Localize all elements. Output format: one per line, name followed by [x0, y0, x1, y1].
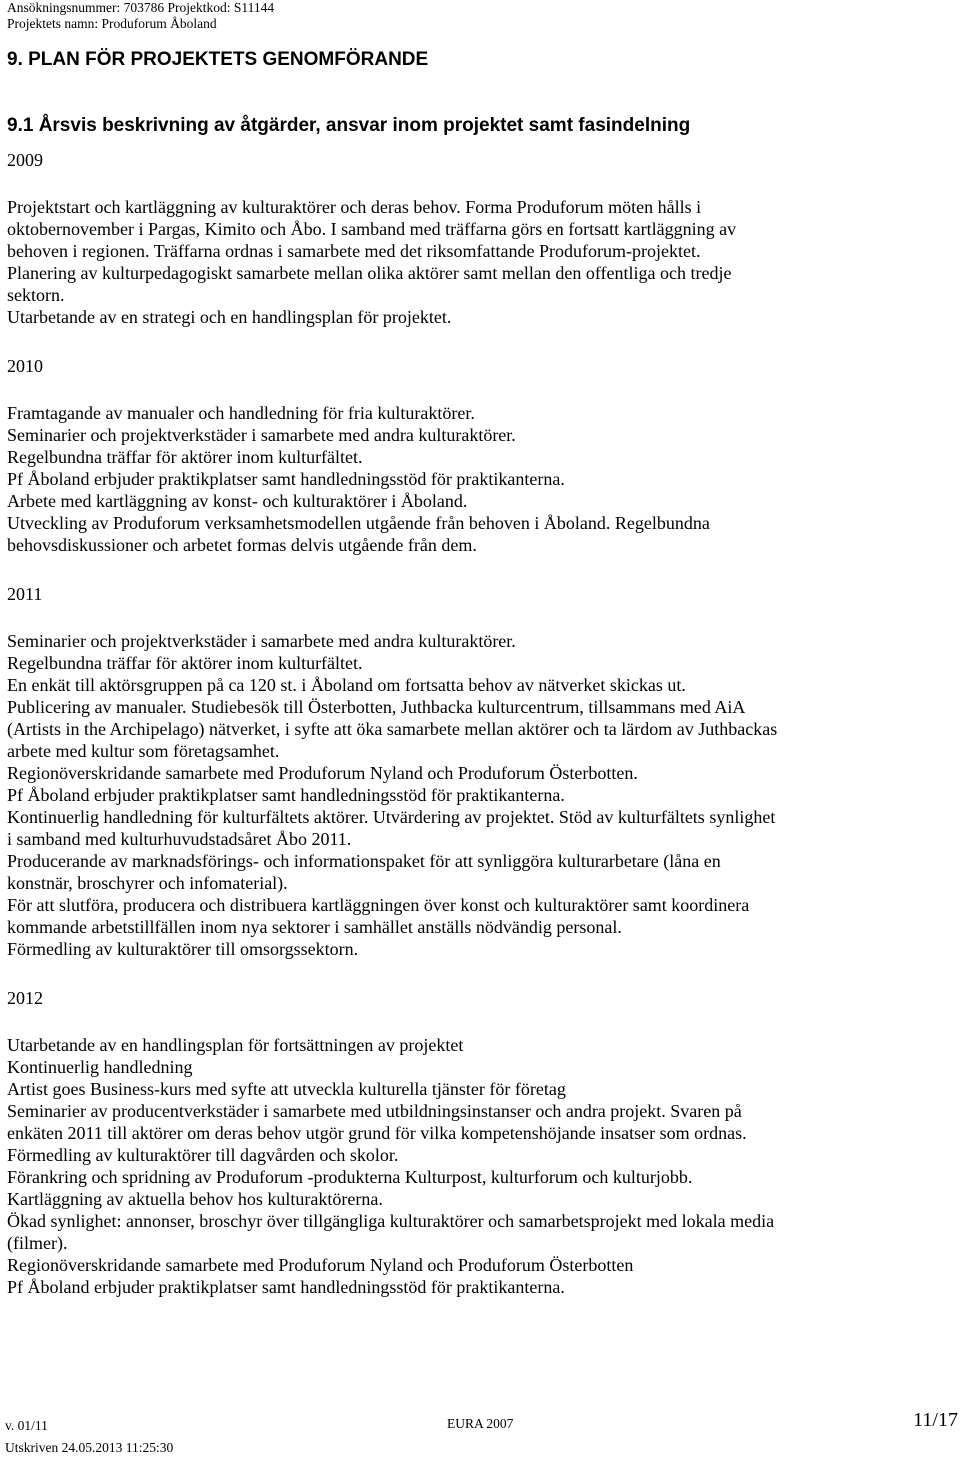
- paragraph-line: (filmer).: [7, 1233, 68, 1253]
- paragraph-line: Projektstart och kartläggning av kulturaktörer och deras behov. Forma Produforum möten hålls i: [7, 197, 702, 217]
- year-section-2009: [7, 149, 953, 328]
- paragraph-line: Förmedling av kulturaktörer till dagvården och skolor.: [7, 1145, 399, 1165]
- paragraph-line: Regelbundna träffar för aktörer inom kulturfältet.: [7, 653, 363, 673]
- paragraph-line: Seminarier av producentverkstäder i samarbete med utbildningsinstanser och andra projekt. Svaren på: [7, 1101, 742, 1121]
- paragraph-line: arbete med kultur som företagsamhet.: [7, 741, 280, 761]
- paragraph-line: Kontinuerlig handledning: [7, 1057, 193, 1077]
- paragraph-line: En enkät till aktörsgruppen på ca 120 st. i Åboland om fortsatta behov av nätverket skickas ut.: [7, 675, 686, 695]
- year-section-2012: [7, 987, 953, 1298]
- subsection-title: 9.1 Årsvis beskrivning av åtgärder, ansvar inom projektet samt fasindelning: [7, 115, 691, 136]
- paragraph-line: Planering av kulturpedagogiskt samarbete mellan olika aktörer samt mellan den offentliga och tredje: [7, 263, 732, 283]
- version-label: v. 01/11: [5, 1418, 48, 1433]
- year-heading: 2012: [7, 988, 43, 1008]
- paragraph-line: (Artists in the Archipelago) nätverket, i syfte att öka samarbete mellan aktörer och ta lärdom av Juthbackas: [7, 719, 778, 739]
- paragraph-line: Seminarier och projektverkstäder i samarbete med andra kulturaktörer.: [7, 425, 516, 445]
- paragraph-line: behovsdiskussioner och arbetet formas delvis utgående från dem.: [7, 535, 477, 555]
- paragraph-line: behoven i regionen. Träffarna ordnas i samarbete med det riksomfattande Produforum-projektet.: [7, 241, 701, 261]
- document-header: [7, 0, 274, 32]
- paragraph-line: Framtagande av manualer och handledning för fria kulturaktörer.: [7, 403, 475, 423]
- paragraph-line: Arbete med kartläggning av konst- och kulturaktörer i Åboland.: [7, 491, 468, 511]
- paragraph-line: Kartläggning av aktuella behov hos kulturaktörerna.: [7, 1189, 383, 1209]
- paragraph-line: Förankring och spridning av Produforum -produkterna Kulturpost, kulturforum och kulturjobb.: [7, 1167, 693, 1187]
- paragraph-line: Regionöverskridande samarbete med Produforum Nyland och Produforum Österbotten: [7, 1255, 634, 1275]
- year-heading: 2010: [7, 356, 43, 376]
- paragraph-line: Pf Åboland erbjuder praktikplatser samt handledningsstöd för praktikanterna.: [7, 785, 565, 805]
- footer-left: [5, 1415, 173, 1459]
- paragraph-line: Utveckling av Produforum verksamhetsmodellen utgående från behoven i Åboland. Regelbundna: [7, 513, 710, 533]
- paragraph-line: Pf Åboland erbjuder praktikplatser samt handledningsstöd för praktikanterna.: [7, 1277, 565, 1297]
- paragraph-line: sektorn.: [7, 285, 65, 305]
- paragraph-line: Publicering av manualer. Studiebesök till Österbotten, Juthbacka kulturcentrum, tillsammans med AiA: [7, 697, 746, 717]
- project-name: Projektets namn: Produforum Åboland: [7, 16, 217, 31]
- paragraph-line: i samband med kulturhuvudstadsåret Åbo 2011.: [7, 829, 352, 849]
- paragraph-line: Regionöverskridande samarbete med Produforum Nyland och Produforum Österbotten.: [7, 763, 638, 783]
- paragraph-line: Utarbetande av en strategi och en handlingsplan för projektet.: [7, 307, 452, 327]
- year-heading: 2009: [7, 150, 43, 170]
- year-section-2011: [7, 583, 953, 960]
- paragraph-line: Kontinuerlig handledning för kulturfältets aktörer. Utvärdering av projektet. Stöd av kulturfältets synlighet: [7, 807, 776, 827]
- paragraph-line: Artist goes Business-kurs med syfte att utveckla kulturella tjänster för företag: [7, 1079, 566, 1099]
- paragraph-line: Förmedling av kulturaktörer till omsorgssektorn.: [7, 939, 359, 959]
- paragraph-line: Producerande av marknadsförings- och informationspaket för att synliggöra kulturarbetare (låna en: [7, 851, 721, 871]
- paragraph-line: Regelbundna träffar för aktörer inom kulturfältet.: [7, 447, 363, 467]
- paragraph-line: enkäten 2011 till aktörer om deras behov utgör grund för vilka kompetenshöjande insatser som ordnas.: [7, 1123, 747, 1143]
- paragraph-line: konstnär, broschyrer och infomaterial).: [7, 873, 288, 893]
- page-number: 11/17: [913, 1409, 958, 1431]
- application-number: Ansökningsnummer: 703786 Projektkod: S11144: [7, 0, 275, 15]
- paragraph-line: För att slutföra, producera och distribuera kartläggningen över konst och kulturaktörer samt koordinera: [7, 895, 750, 915]
- paragraph-line: Ökad synlighet: annonser, broschyr över tillgängliga kulturaktörer och samarbetsprojekt med lokala media: [7, 1211, 775, 1231]
- program-label: EURA 2007: [447, 1416, 514, 1431]
- paragraph-line: Utarbetande av en handlingsplan för fortsättningen av projektet: [7, 1035, 464, 1055]
- section-title: 9. PLAN FÖR PROJEKTETS GENOMFÖRANDE: [7, 49, 429, 70]
- year-section-2010: [7, 355, 953, 556]
- print-timestamp: Utskriven 24.05.2013 11:25:30: [5, 1440, 174, 1455]
- paragraph-line: Seminarier och projektverkstäder i samarbete med andra kulturaktörer.: [7, 631, 516, 651]
- year-sections: [7, 149, 953, 1298]
- paragraph-line: Pf Åboland erbjuder praktikplatser samt handledningsstöd för praktikanterna.: [7, 469, 565, 489]
- paragraph-line: oktobernovember i Pargas, Kimito och Åbo. I samband med träffarna görs en fortsatt kartläggning av: [7, 219, 737, 239]
- year-heading: 2011: [7, 584, 43, 604]
- paragraph-line: kommande arbetstillfällen inom nya sektorer i samhället anställs nödvändig personal.: [7, 917, 622, 937]
